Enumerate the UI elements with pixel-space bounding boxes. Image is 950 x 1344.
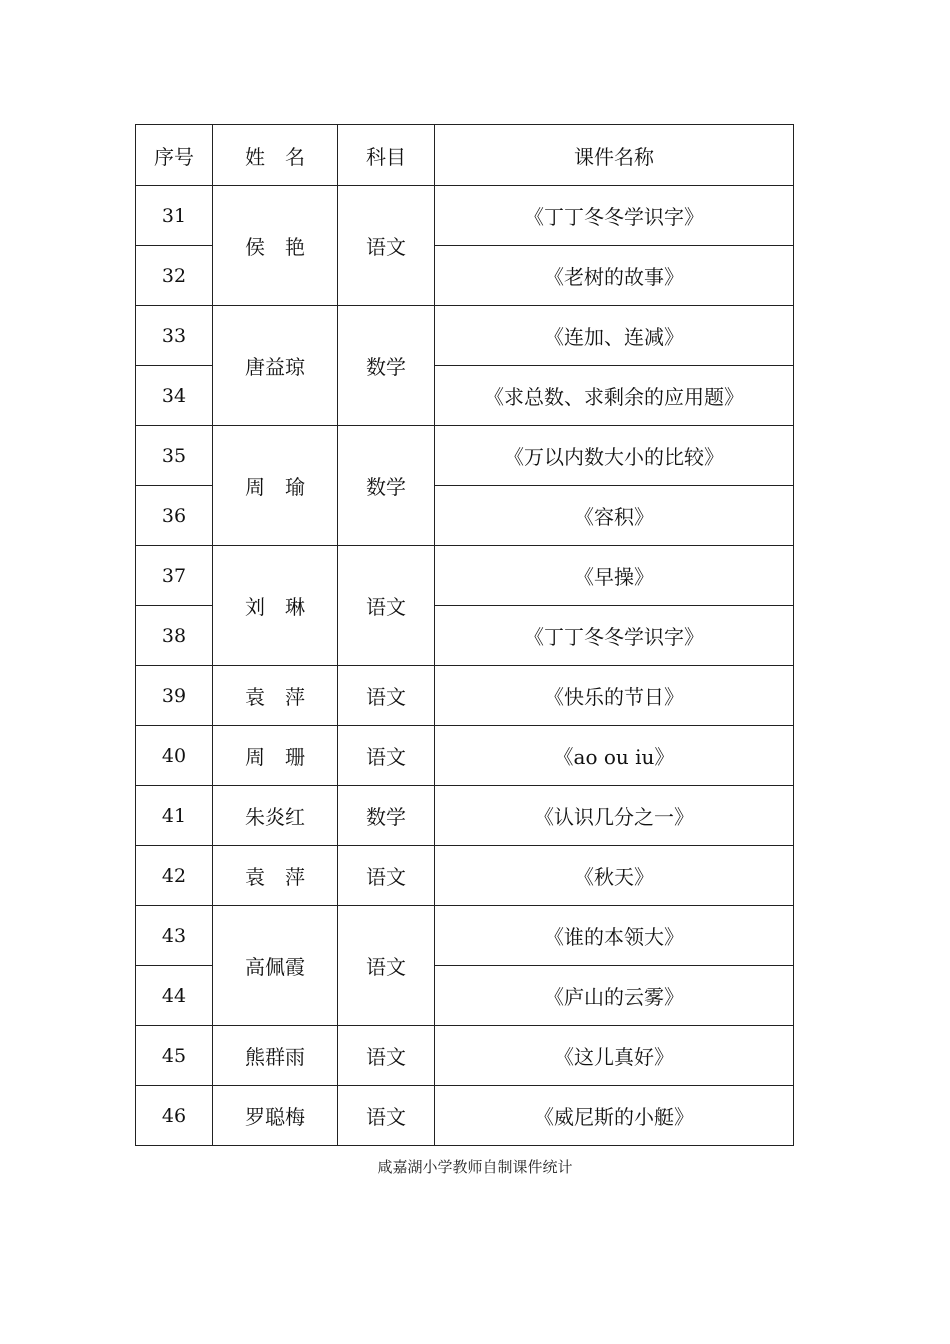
row-number: 31: [136, 186, 213, 246]
row-number: 44: [136, 966, 213, 1026]
courseware-title: 《丁丁冬冬学识字》: [435, 186, 794, 246]
table-row: [136, 906, 794, 966]
courseware-title: 《丁丁冬冬学识字》: [435, 606, 794, 666]
subject: 语文: [338, 666, 435, 726]
subject: 语文: [338, 186, 435, 306]
courseware-title: 《认识几分之一》: [435, 786, 794, 846]
header-subject: 科目: [338, 125, 435, 186]
subject: 语文: [338, 1086, 435, 1146]
courseware-title: 《容积》: [435, 486, 794, 546]
courseware-title: 《庐山的云雾》: [435, 966, 794, 1026]
courseware-title: 《万以内数大小的比较》: [435, 426, 794, 486]
subject: 数学: [338, 786, 435, 846]
courseware-title: 《早操》: [435, 546, 794, 606]
row-number: 42: [136, 846, 213, 906]
table-row: [136, 186, 794, 246]
teacher-name: 熊群雨: [213, 1026, 338, 1086]
row-number: 39: [136, 666, 213, 726]
subject: 语文: [338, 1026, 435, 1086]
row-number: 46: [136, 1086, 213, 1146]
teacher-name: 罗聪梅: [213, 1086, 338, 1146]
table-row: [136, 726, 794, 786]
subject: 语文: [338, 846, 435, 906]
table-row: [136, 666, 794, 726]
courseware-table: [135, 124, 794, 1146]
table-row: [136, 1026, 794, 1086]
row-number: 38: [136, 606, 213, 666]
courseware-title: 《ao ou iu》: [435, 726, 794, 786]
courseware-title: 《威尼斯的小艇》: [435, 1086, 794, 1146]
table-row: [136, 546, 794, 606]
header-name: 姓 名: [213, 125, 338, 186]
header-title: 课件名称: [435, 125, 794, 186]
courseware-title: 《谁的本领大》: [435, 906, 794, 966]
teacher-name: 朱炎红: [213, 786, 338, 846]
header-no: 序号: [136, 125, 213, 186]
row-number: 37: [136, 546, 213, 606]
teacher-name: 唐益琼: [213, 306, 338, 426]
courseware-title: 《这儿真好》: [435, 1026, 794, 1086]
row-number: 40: [136, 726, 213, 786]
subject: 语文: [338, 906, 435, 1026]
page-footer: 咸嘉湖小学教师自制课件统计: [377, 1158, 573, 1176]
row-number: 32: [136, 246, 213, 306]
row-number: 36: [136, 486, 213, 546]
subject: 语文: [338, 726, 435, 786]
teacher-name: 周 珊: [213, 726, 338, 786]
teacher-name: 袁 萍: [213, 666, 338, 726]
teacher-name: 侯 艳: [213, 186, 338, 306]
courseware-title: 《求总数、求剩余的应用题》: [435, 366, 794, 426]
row-number: 35: [136, 426, 213, 486]
table-body: [136, 186, 794, 1146]
header-row: [136, 125, 794, 186]
teacher-name: 高佩霞: [213, 906, 338, 1026]
courseware-title: 《老树的故事》: [435, 246, 794, 306]
row-number: 45: [136, 1026, 213, 1086]
teacher-name: 刘 琳: [213, 546, 338, 666]
teacher-name: 袁 萍: [213, 846, 338, 906]
courseware-title: 《秋天》: [435, 846, 794, 906]
teacher-name: 周 瑜: [213, 426, 338, 546]
subject: 数学: [338, 426, 435, 546]
row-number: 41: [136, 786, 213, 846]
subject: 语文: [338, 546, 435, 666]
table-row: [136, 846, 794, 906]
row-number: 33: [136, 306, 213, 366]
row-number: 34: [136, 366, 213, 426]
courseware-title: 《快乐的节日》: [435, 666, 794, 726]
subject: 数学: [338, 306, 435, 426]
table-row: [136, 426, 794, 486]
table-row: [136, 1086, 794, 1146]
row-number: 43: [136, 906, 213, 966]
table-row: [136, 306, 794, 366]
courseware-title: 《连加、连减》: [435, 306, 794, 366]
table-row: [136, 786, 794, 846]
